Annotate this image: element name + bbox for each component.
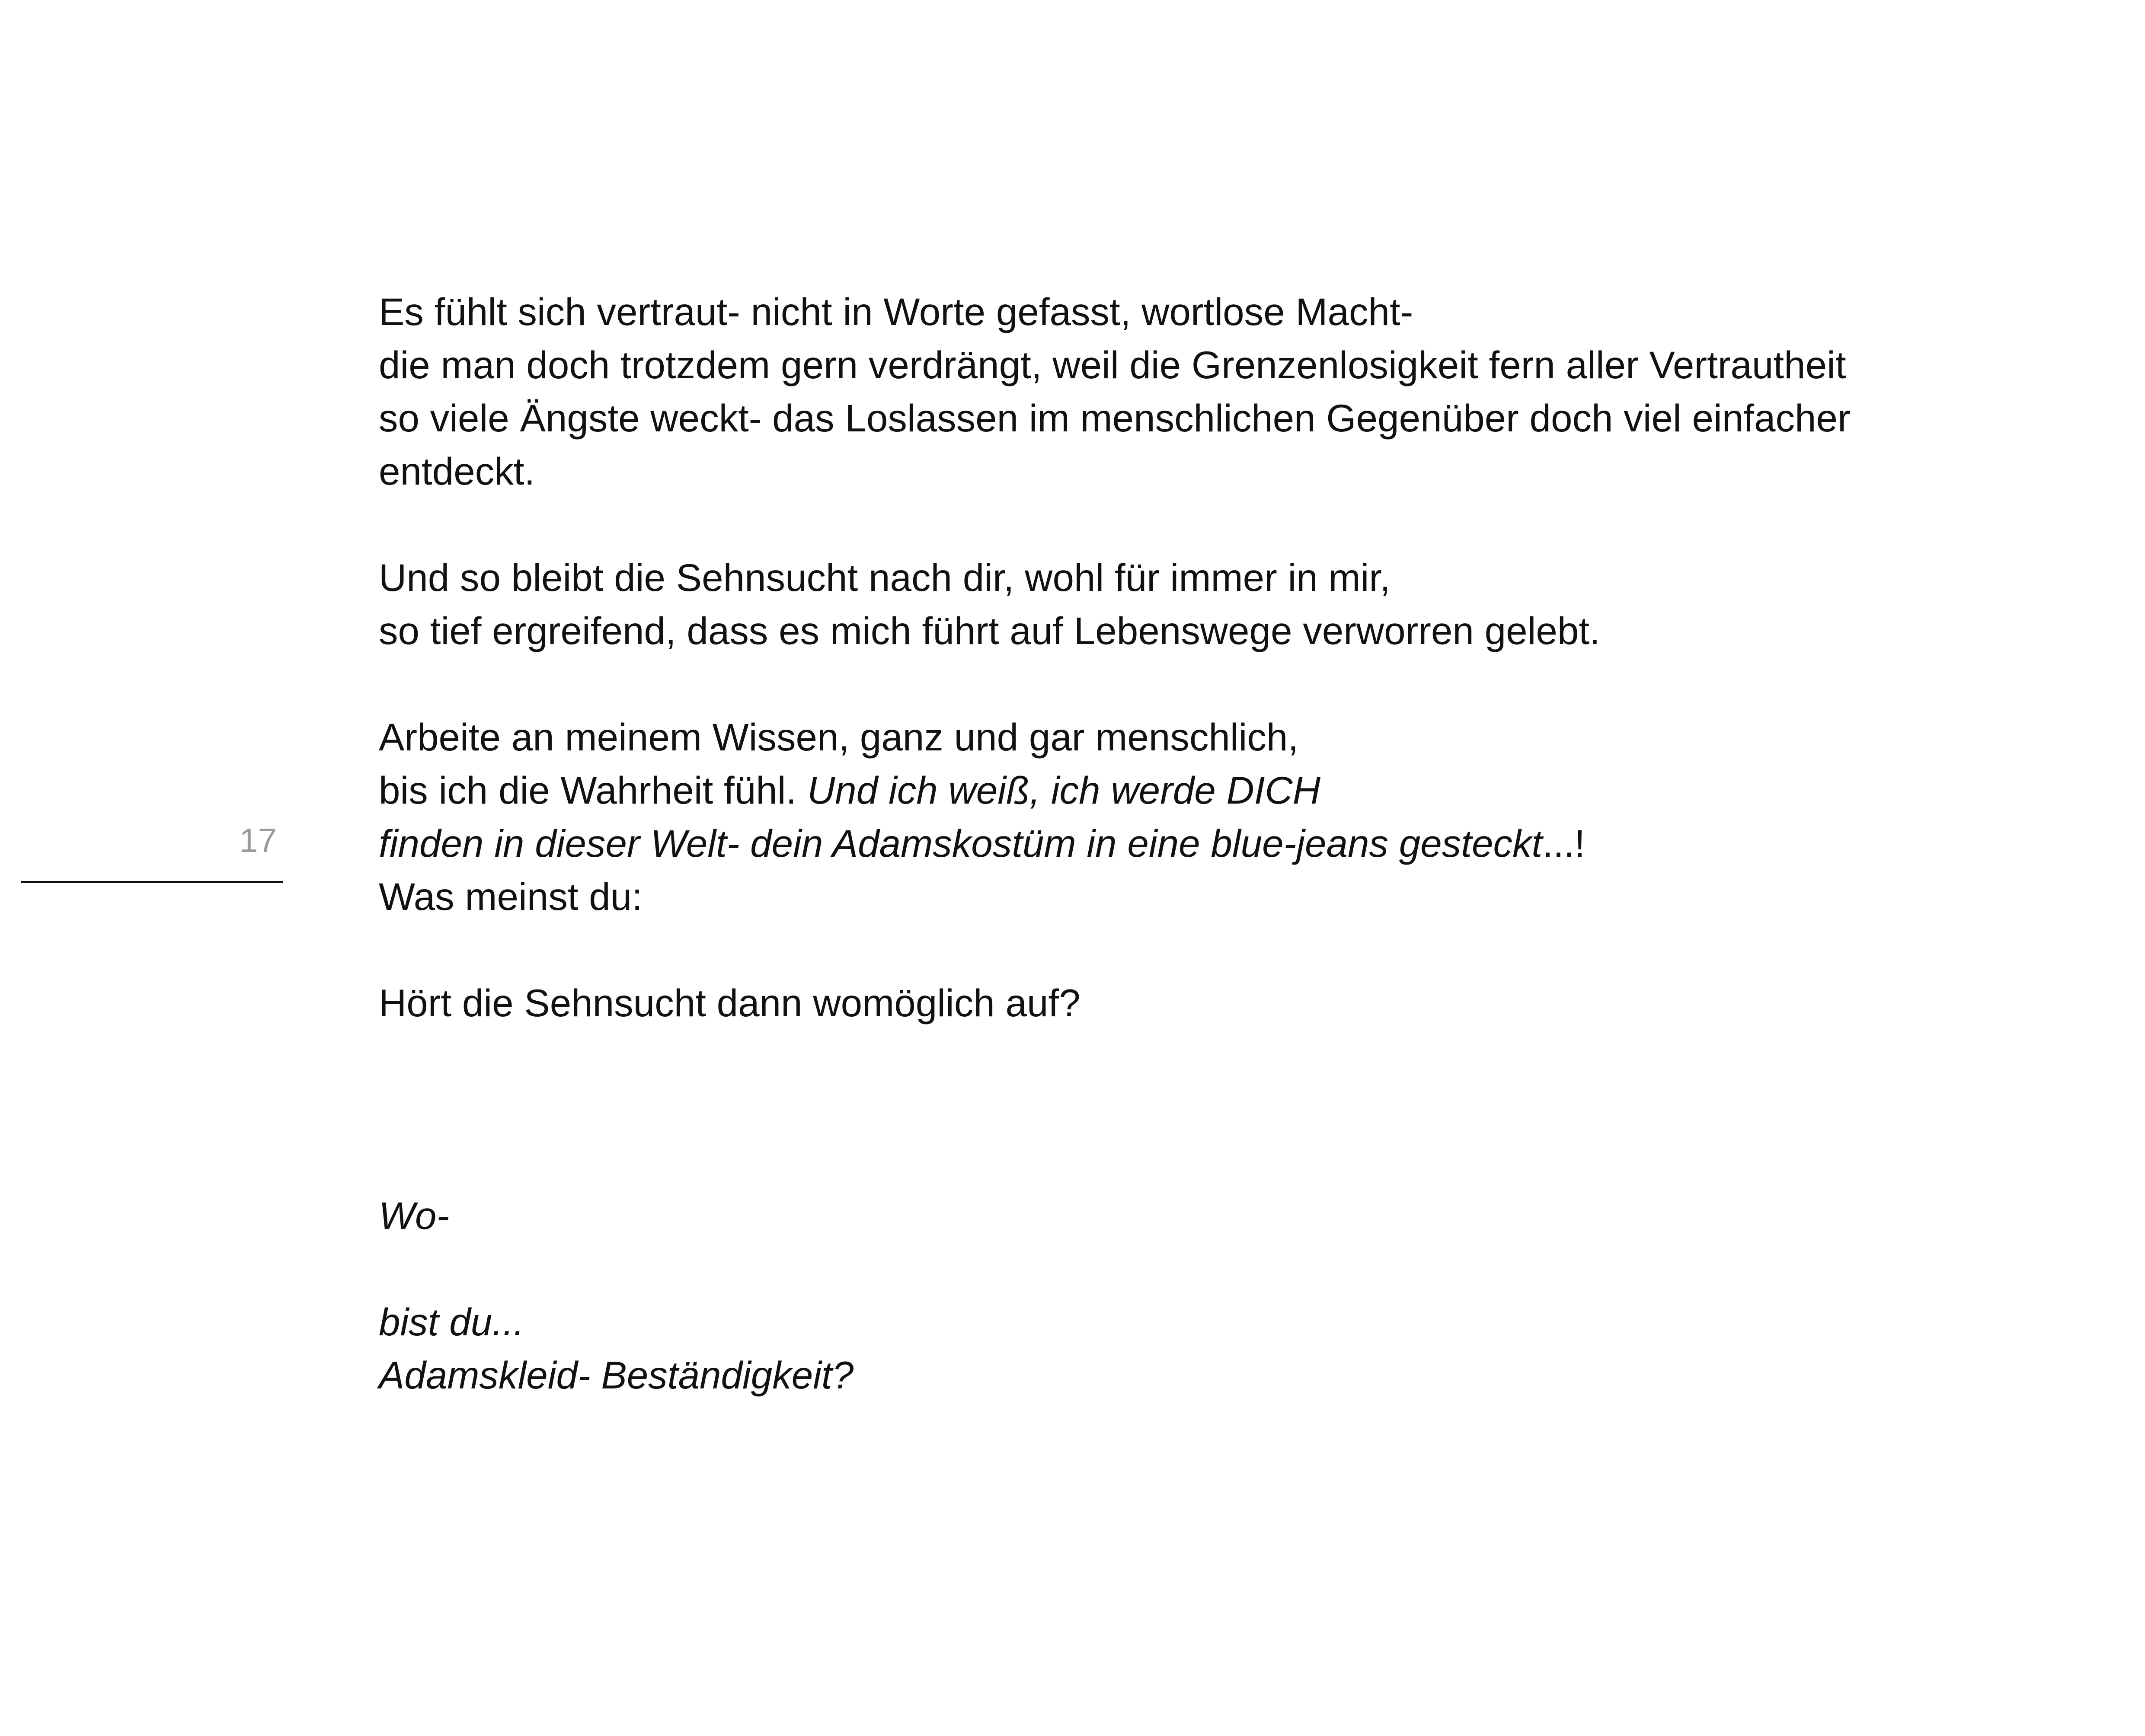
stanza-spacer xyxy=(379,498,1979,551)
stanza-spacer xyxy=(379,923,1979,976)
stanza-3 xyxy=(379,711,1979,923)
stanza-spacer xyxy=(379,657,1979,711)
poem-line: Und so bleibt die Sehnsucht nach dir, wohl für immer in mir, xyxy=(379,556,1391,599)
poem-text-italic: Und ich weiß, ich werde DICH xyxy=(807,769,1321,812)
poem-line-mixed xyxy=(379,764,1979,817)
stanza-spacer xyxy=(379,1242,1979,1296)
poem-line: die man doch trotzdem gern verdrängt, weil die Grenzenlosigkeit fern aller Vertrautheit xyxy=(379,343,1846,386)
poem-line: bist du... xyxy=(379,1300,524,1343)
poem-text-normal: ...! xyxy=(1542,822,1586,865)
stanza-4 xyxy=(379,976,1979,1030)
poem-line: so viele Ängste weckt- das Loslassen im menschlichen Gegenüber doch viel einfacher xyxy=(379,396,1851,440)
stanza-spacer-large xyxy=(379,1030,1979,1189)
poem-line: Was meinst du: xyxy=(379,875,643,918)
poem-line: Adamskleid- Beständigkeit? xyxy=(379,1353,854,1397)
poem-line-mixed xyxy=(379,817,1979,870)
poem-line: so tief ergreifend, dass es mich führt auf Lebenswege verworren gelebt. xyxy=(379,609,1600,652)
poem-line: Wo- xyxy=(379,1194,450,1237)
poem-line: entdeckt. xyxy=(379,450,535,493)
stanza-2 xyxy=(379,551,1979,657)
poem-line: Arbeite an meinem Wissen, ganz und gar menschlich, xyxy=(379,715,1299,759)
poem-line: Es fühlt sich vertraut- nicht in Worte gefasst, wortlose Macht- xyxy=(379,290,1413,333)
stanza-5 xyxy=(379,1189,1979,1242)
page-number-rule xyxy=(21,881,283,883)
stanza-6 xyxy=(379,1296,1979,1402)
poem-body xyxy=(379,285,1979,1402)
poem-line: Hört die Sehnsucht dann womöglich auf? xyxy=(379,981,1080,1024)
stanza-1 xyxy=(379,285,1979,498)
poem-text-italic: finden in dieser Welt- dein Adamskostüm in eine blue-jeans gesteckt xyxy=(379,822,1543,865)
page-number: 17 xyxy=(239,821,277,859)
poem-text-normal: bis ich die Wahrheit fühl. xyxy=(379,769,807,812)
